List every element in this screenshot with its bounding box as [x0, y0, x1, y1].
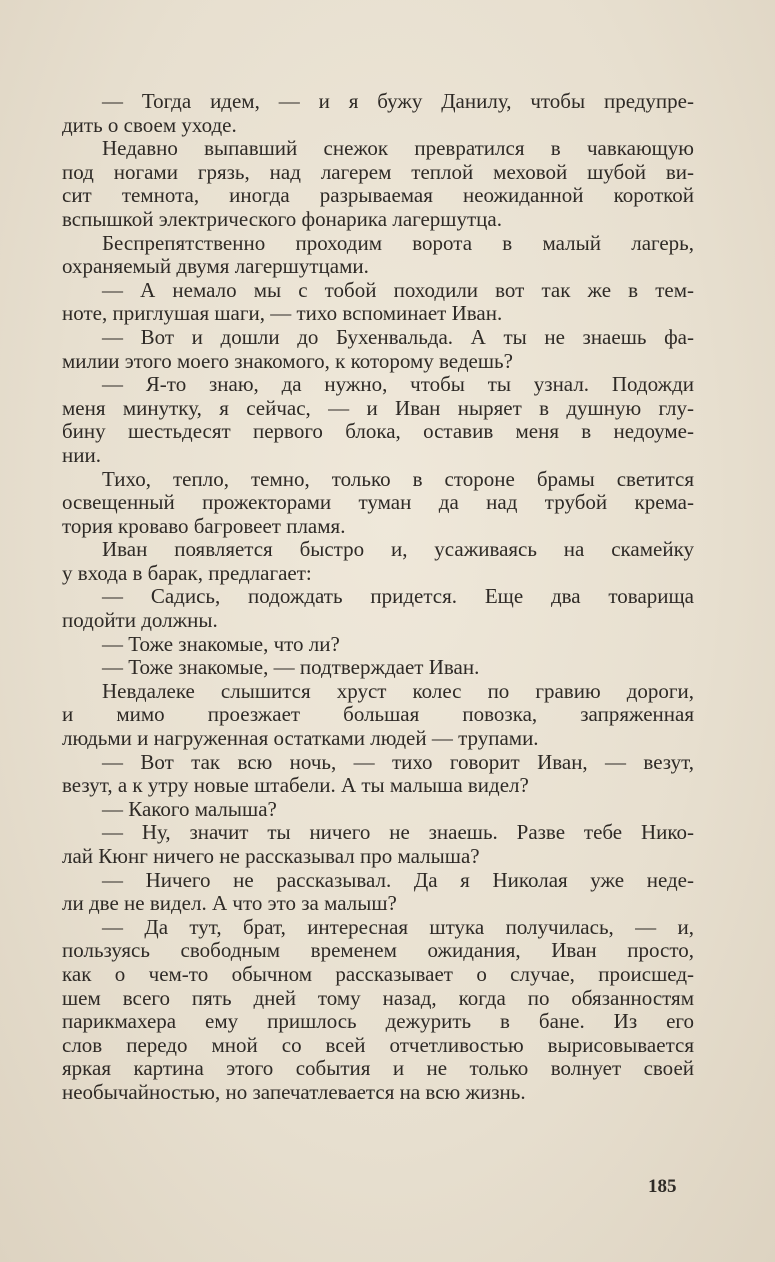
- text-line: — Тоже знакомые, что ли?: [102, 631, 340, 656]
- text-line: ноте, приглушая шаги, — тихо вспоминает Иван.: [62, 301, 503, 326]
- text-line: яркая картина этого события и не только волнует своей: [62, 1056, 694, 1081]
- text-line: милии этого моего знакомого, к которому ведешь?: [62, 348, 513, 373]
- text-line: и мимо проезжает большая повозка, запряженная: [62, 702, 694, 727]
- text-line: у входа в барак, предлагает:: [62, 560, 312, 585]
- text-line: — Да тут, брат, интересная штука получилась, — и,: [102, 914, 694, 939]
- text-line: людьми и нагруженная остатками людей — трупами.: [62, 726, 539, 751]
- text-line: — Какого малыша?: [102, 796, 277, 821]
- page-text: [62, 90, 694, 1105]
- text-line: освещенный прожекторами туман да над трубой крема-: [62, 490, 694, 515]
- text-line: лай Кюнг ничего не рассказывал про малыша?: [62, 844, 480, 868]
- text-line: слов передо мной со всей отчетливостью вырисовывается: [62, 1032, 694, 1057]
- text-line: ли две не видел. А что это за малыш?: [62, 891, 397, 916]
- text-line: сит темнота, иногда разрываемая неожиданной короткой: [62, 183, 694, 208]
- text-line: — Вот и дошли до Бухенвальда. А ты не знаешь фа-: [102, 324, 694, 349]
- text-line: — Я-то знаю, да нужно, чтобы ты узнал. Подожди: [102, 372, 694, 397]
- text-line: под ногами грязь, над лагерем теплой меховой шубой ви-: [62, 159, 694, 184]
- text-line: — Садись, подождать придется. Еще два товарища: [102, 584, 694, 609]
- text-line: Иван появляется быстро и, усаживаясь на скамейку: [102, 537, 694, 562]
- text-line: Тихо, тепло, темно, только в стороне брамы светится: [102, 466, 694, 491]
- text-line: нии.: [62, 442, 101, 467]
- text-line: тория кроваво багровеет пламя.: [62, 513, 346, 538]
- text-line: как о чем-то обычном рассказывает о случае, происшед-: [62, 961, 694, 986]
- page-number: 185: [648, 1176, 677, 1197]
- text-line: — Ну, значит ты ничего не знаешь. Разве тебе Нико-: [102, 820, 694, 845]
- text-line: Недавно выпавший снежок превратился в чавкающую: [102, 136, 694, 161]
- text-line: необычайностью, но запечатлевается на всю жизнь.: [62, 1079, 526, 1104]
- text-line: меня минутку, я сейчас, — и Иван ныряет в душную глу-: [62, 395, 694, 420]
- text-line: везут, а к утру новые штабели. А ты малыша видел?: [62, 773, 529, 798]
- text-line: дить о своем уходе.: [62, 112, 237, 137]
- text-line: Беспрепятственно проходим ворота в малый лагерь,: [102, 230, 694, 255]
- text-line: — А немало мы с тобой походили вот так же в тем-: [102, 277, 694, 302]
- text-line: подойти должны.: [62, 608, 218, 633]
- text-line: охраняемый двумя лагершутцами.: [62, 254, 369, 279]
- text-line: Невдалеке слышится хруст колес по гравию дороги,: [102, 678, 694, 703]
- text-line: — Ничего не рассказывал. Да я Николая уже неде-: [102, 867, 694, 892]
- text-line: бину шестьдесят первого блока, оставив меня в недоуме-: [62, 419, 694, 444]
- text-line: — Тоже знакомые, — подтверждает Иван.: [102, 655, 480, 680]
- text-line: шем всего пять дней тому назад, когда по обязанностям: [62, 985, 694, 1010]
- text-line: — Вот так всю ночь, — тихо говорит Иван, — везут,: [102, 749, 694, 774]
- text-line: парикмахера ему пришлось дежурить в бане. Из его: [62, 1009, 694, 1034]
- text-line: — Тогда идем, — и я бужу Данилу, чтобы предупре-: [102, 89, 694, 113]
- text-line: пользуясь свободным временем ожидания, Иван просто,: [62, 938, 694, 963]
- text-line: вспышкой электрического фонарика лагершутца.: [62, 206, 502, 231]
